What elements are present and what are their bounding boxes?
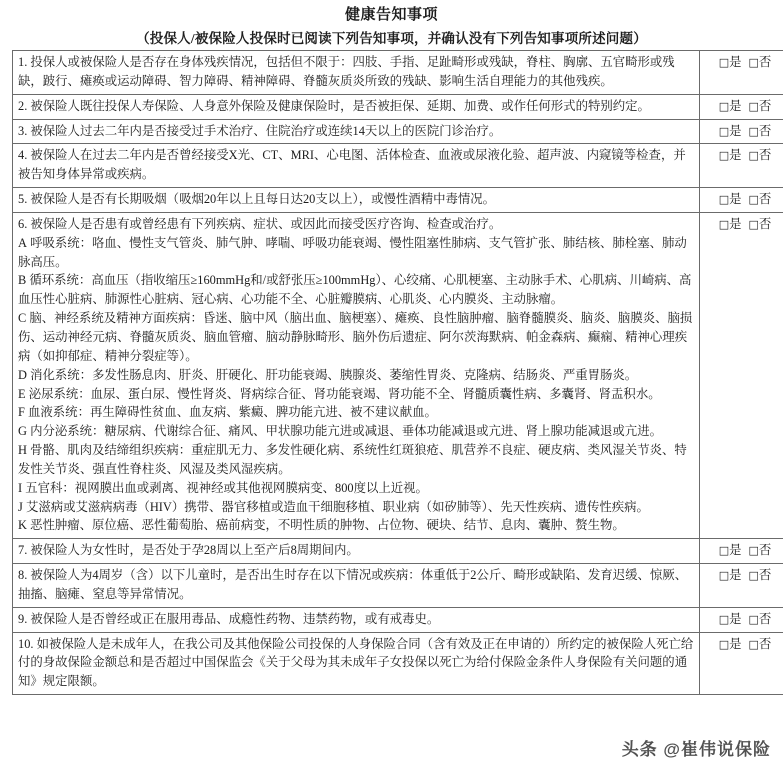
question-cell-2 [13,94,700,119]
page-subtitle: （投保人/被保险人投保时已阅读下列告知事项，并确认没有下列告知事项所述问题） [0,31,783,47]
category-text-h: 骨骼、肌肉及结缔组织疾病：重症肌无力、多发性硬化病、系统性红斑狼疮、肌营养不良症、硬皮病、类风湿关节炎、特发性关节炎、强直性脊柱炎、风湿及类风湿疾病。 [18,443,687,476]
category-label-g: G [18,424,27,438]
category-label-k: K [18,518,27,532]
disease-category-f [18,403,695,422]
question-text-4: 4. 被保险人在过去二年内是否曾经接受X光、CT、MRI、心电图、活体检查、血液或尿液化验、超声波、内窥镜等检查，并被告知身体异常或疾病。 [18,146,695,184]
question-text-10: 10. 如被保险人是未成年人，在我公司及其他保险公司投保的人身保险合同（含有效及正在申请的）所约定的被保险人死亡给付的身故保险金额总和是否超过中国保监会《关于父母为其未成年子女投保以死亡为给付保险金条件人身保险有关问题的通知》规定限额。 [18,635,695,692]
category-text-e: 泌尿系统：血尿、蛋白尿、慢性肾炎、肾病综合征、肾功能衰竭、肾功能不全、肾髓质囊性病、多囊肾、肾盂积水。 [29,387,661,401]
question-cell-4 [13,144,700,188]
answer-no-label: 否 [759,637,771,651]
category-label-e: E [18,387,26,401]
category-label-d: D [18,368,27,382]
disease-category-c [18,309,695,366]
checkbox-yes-icon[interactable]: □ [719,544,729,557]
answer-cell-9 [700,607,783,632]
answer-cell-8 [700,564,783,608]
question-cell-5 [13,188,700,213]
category-label-h: H [18,443,27,457]
category-label-b: B [18,273,26,287]
answer-cell-7 [700,539,783,564]
checkbox-yes-icon[interactable]: □ [719,569,729,582]
health-declaration-table-wrapper [12,50,771,695]
disease-category-h [18,441,695,479]
question-cell-7 [13,539,700,564]
category-label-j: J [18,500,23,514]
answer-options-10 [719,635,772,654]
answer-no-label: 否 [759,99,771,113]
category-text-d: 消化系统：多发性肠息肉、肝炎、肝硬化、肝功能衰竭、胰腺炎、萎缩性胃炎、克隆病、结肠炎、严重胃肠炎。 [30,368,637,382]
question-text-5: 5. 被保险人是否有长期吸烟（吸烟20年以上且每日达20支以上），或慢性酒精中毒情况。 [18,190,695,209]
checkbox-no-icon[interactable]: □ [749,125,759,138]
disease-category-d [18,366,695,385]
checkbox-no-icon[interactable]: □ [749,218,759,231]
disease-category-list [18,234,695,536]
question-text-7: 7. 被保险人为女性时，是否处于孕28周以上至产后8周期间内。 [18,541,695,560]
table-row [13,94,783,119]
answer-options-5 [719,190,772,209]
answer-no-label: 否 [759,543,771,557]
answer-options-8 [719,566,772,585]
disease-category-b [18,271,695,309]
answer-no-label: 否 [759,192,771,206]
answer-yes-label: 是 [729,55,741,69]
disease-category-k [18,516,695,535]
checkbox-no-icon[interactable]: □ [749,638,759,651]
table-row [13,607,783,632]
answer-cell-5 [700,188,783,213]
question-cell-9 [13,607,700,632]
answer-yes-label: 是 [729,99,741,113]
disease-category-g [18,422,695,441]
disease-category-e [18,385,695,404]
answer-yes-label: 是 [729,637,741,651]
answer-yes-label: 是 [729,568,741,582]
answer-options-3 [719,122,772,141]
checkbox-yes-icon[interactable]: □ [719,149,729,162]
answer-yes-label: 是 [729,124,741,138]
checkbox-no-icon[interactable]: □ [749,56,759,69]
answer-options-9 [719,610,772,629]
answer-yes-label: 是 [729,612,741,626]
answer-cell-10 [700,632,783,695]
table-row [13,144,783,188]
category-label-a: A [18,236,27,250]
question-cell-1 [13,51,700,95]
category-label-c: C [18,311,26,325]
answer-yes-label: 是 [729,543,741,557]
checkbox-yes-icon[interactable]: □ [719,613,729,626]
checkbox-no-icon[interactable]: □ [749,544,759,557]
page-title: 健康告知事项 [0,6,783,24]
category-text-i: 五官科：视网膜出血或剥离、视神经或其他视网膜病变、800度以上近视。 [25,481,428,495]
disease-category-a [18,234,695,272]
answer-cell-4 [700,144,783,188]
checkbox-yes-icon[interactable]: □ [719,100,729,113]
checkbox-yes-icon[interactable]: □ [719,125,729,138]
checkbox-no-icon[interactable]: □ [749,193,759,206]
answer-options-2 [719,97,772,116]
checkbox-no-icon[interactable]: □ [749,149,759,162]
category-label-f: F [18,405,25,419]
checkbox-no-icon[interactable]: □ [749,100,759,113]
answer-no-label: 否 [759,568,771,582]
category-text-j: 艾滋病或艾滋病病毒（HIV）携带、器官移植或造血干细胞移植、职业病（如矽肺等）、先天性疾病、遗传性疾病。 [26,500,649,514]
health-declaration-table [12,50,783,695]
table-row [13,564,783,608]
table-row [13,119,783,144]
question-text-2: 2. 被保险人既往投保人寿保险、人身意外保险及健康保险时，是否被拒保、延期、加费、或作任何形式的特别约定。 [18,97,695,116]
category-text-c: 脑、神经系统及精神方面疾病：昏迷、脑中风（脑出血、脑梗塞）、瘫痪、良性脑肿瘤、脑脊髓膜炎、脑炎、脑膜炎、脑损伤、运动神经元病、脊髓灰质炎、脑血管瘤、脑动静脉畸形、脑外伤后遗症、阿尔茨海默病、帕金森病、癫痫、精神心理疾病（如抑郁症、精神分裂症等）。 [18,311,692,363]
table-body [13,51,783,695]
answer-no-label: 否 [759,124,771,138]
answer-yes-label: 是 [729,192,741,206]
answer-no-label: 否 [759,148,771,162]
category-text-f: 血液系统：再生障碍性贫血、血友病、紫癜、脾功能亢进、被不建议献血。 [28,405,437,419]
watermark-text: 头条 @崔伟说保险 [622,735,771,760]
question-text-9: 9. 被保险人是否曾经或正在服用毒品、成瘾性药物、违禁药物，或有戒毒史。 [18,610,695,629]
table-row [13,632,783,695]
disease-category-i [18,479,695,498]
answer-yes-label: 是 [729,148,741,162]
disease-category-j [18,498,695,517]
table-row [13,188,783,213]
answer-cell-1 [700,51,783,95]
category-text-b: 循环系统：高血压（指收缩压≥160mmHg和/或舒张压≥100mmHg）、心绞痛、心肌梗塞、主动脉手术、心肌病、川崎病、高血压性心脏病、肺源性心脏病、冠心病、心功能不全、心脏瓣膜病、心肌炎、心内膜炎、主动脉瘤。 [18,273,691,306]
answer-options-1 [719,53,772,72]
answer-no-label: 否 [759,217,771,231]
checkbox-yes-icon[interactable]: □ [719,218,729,231]
table-row [13,212,783,538]
answer-options-6 [719,215,772,234]
table-row [13,539,783,564]
answer-no-label: 否 [759,612,771,626]
question-text-6: 6. 被保险人是否患有或曾经患有下列疾病、症状、或因此而接受医疗咨询、检查或治疗。 [18,215,695,234]
question-cell-3 [13,119,700,144]
question-text-1: 1. 投保人或被保险人是否存在身体残疾情况，包括但不限于：四肢、手指、足趾畸形或残缺，脊柱、胸廓、五官畸形或残缺，跛行、瘫痪或运动障碍、智力障碍、精神障碍、脊髓灰质炎所致的残缺、影响生活自理能力的其他残疾。 [18,53,695,91]
question-text-8: 8. 被保险人为4周岁（含）以下儿童时，是否出生时存在以下情况或疾病：体重低于2公斤、畸形或缺陷、发育迟缓、惊厥、抽搐、脑瘫、窒息等异常情况。 [18,566,695,604]
checkbox-no-icon[interactable]: □ [749,569,759,582]
answer-cell-2 [700,94,783,119]
answer-options-4 [719,146,772,165]
category-text-g: 内分泌系统：糖尿病、代谢综合征、痛风、甲状腺功能亢进或减退、垂体功能减退或亢进、肾上腺功能减退或亢进。 [30,424,662,438]
question-cell-10 [13,632,700,695]
checkbox-yes-icon[interactable]: □ [719,638,729,651]
question-text-3: 3. 被保险人过去二年内是否接受过手术治疗、住院治疗或连续14天以上的医院门诊治疗。 [18,122,695,141]
category-label-i: I [18,481,22,495]
category-text-a: 呼吸系统：咯血、慢性支气管炎、肺气肿、哮喘、呼吸功能衰竭、慢性阻塞性肺病、支气管扩张、肺结核、肺栓塞、肺动脉高压。 [18,236,687,269]
answer-cell-3 [700,119,783,144]
table-row [13,51,783,95]
question-cell-8 [13,564,700,608]
answer-no-label: 否 [759,55,771,69]
category-text-k: 恶性肿瘤、原位癌、恶性葡萄胎、癌前病变，不明性质的肿物、占位物、硬块、结节、息肉、囊肿、赘生物。 [30,518,625,532]
answer-yes-label: 是 [729,217,741,231]
checkbox-yes-icon[interactable]: □ [719,193,729,206]
document-page [0,6,783,764]
checkbox-no-icon[interactable]: □ [749,613,759,626]
answer-cell-6 [700,212,783,538]
answer-options-7 [719,541,772,560]
question-cell-6 [13,212,700,538]
checkbox-yes-icon[interactable]: □ [719,56,729,69]
